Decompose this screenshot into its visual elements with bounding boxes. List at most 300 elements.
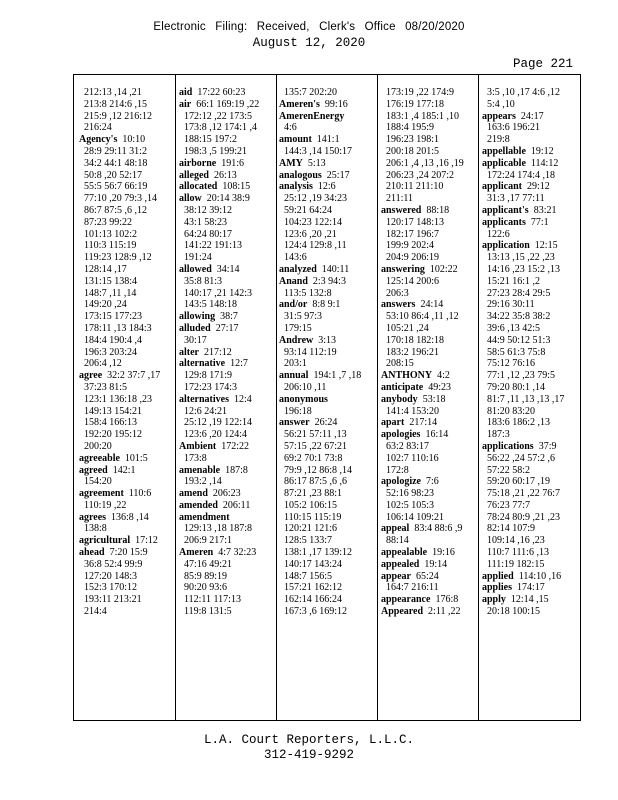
index-references: 26:13: [209, 169, 237, 181]
index-references: 141:4 153:20: [381, 405, 440, 417]
index-references: 172:23 174:3: [179, 381, 238, 393]
index-references: 38:12 39:12: [179, 204, 233, 216]
index-line: [482, 441, 564, 453]
index-references: 192:20 195:12: [79, 429, 143, 441]
index-references: 77:1 ,12 ,23 79:5: [482, 370, 556, 382]
index-references: 216:24: [79, 122, 112, 134]
index-references: 152:3 170:12: [79, 582, 138, 594]
index-references: 154:20: [79, 476, 112, 488]
index-references: 52:16 98:23: [381, 488, 435, 500]
index-line: [482, 582, 564, 594]
index-term: anonymous: [279, 393, 328, 405]
index-references: 122:6: [482, 228, 510, 240]
index-line: [482, 559, 564, 571]
index-references: 81:20 83:20: [482, 405, 536, 417]
index-line: [482, 500, 564, 512]
index-line: [381, 523, 464, 535]
index-references: 69:2 70:1 73:8: [279, 452, 343, 464]
index-references: 206:10 ,11: [279, 381, 327, 393]
index-references: 19:12: [525, 145, 554, 157]
index-references: 200:20: [79, 440, 112, 452]
index-line: [381, 170, 464, 182]
index-line: [79, 559, 160, 571]
index-references: 213:8 214:6 ,15: [79, 98, 148, 110]
index-references: 44:9 50:12 51:3: [482, 334, 551, 346]
index-references: 58:5 61:3 75:8: [482, 346, 546, 358]
index-term: answering: [381, 263, 425, 275]
index-term: alter: [179, 346, 199, 358]
index-line: [482, 193, 564, 205]
index-line: [482, 606, 564, 618]
index-line: [381, 111, 464, 123]
index-references: 120:17 148:13: [381, 216, 445, 228]
index-references: 142:1: [107, 464, 136, 476]
index-references: 138:1 ,17 139:12: [279, 547, 353, 559]
filing-stamp: Electronic Filing: Received, Clerk's Office 08/20/2020: [153, 21, 465, 33]
index-references: 148:7 156:5: [279, 570, 333, 582]
index-line: [79, 158, 160, 170]
index-term: Andrew: [279, 334, 314, 346]
index-line: [482, 382, 564, 394]
index-references: 99:16: [319, 98, 348, 110]
index-line: [381, 264, 464, 276]
index-term: alluded: [179, 322, 211, 334]
index-line: [79, 240, 160, 252]
index-line: [381, 571, 464, 583]
index-references: 183:6 186:2 ,13: [482, 417, 551, 429]
index-line: [381, 476, 464, 488]
index-line: [381, 229, 464, 241]
index-line: [381, 181, 464, 193]
index-term: appellable: [482, 145, 526, 157]
index-references: 178:11 ,13 184:3: [79, 322, 152, 334]
index-references: 124:4 129:8 ,11: [279, 240, 347, 252]
index-term: answer: [279, 417, 310, 429]
index-references: 131:15 138:4: [79, 275, 138, 287]
index-line: [79, 523, 160, 535]
index-line: [279, 358, 361, 370]
index-references: 144:3 ,14 150:17: [279, 145, 353, 157]
index-references: 87:23 99:22: [79, 216, 133, 228]
index-line: [482, 488, 564, 500]
index-references: 12:14 ,15: [505, 594, 549, 606]
index-references: 112:11 117:13: [179, 594, 241, 606]
index-line: [79, 571, 160, 583]
index-line: [482, 547, 564, 559]
index-references: 13:13 ,15 ,22 ,23: [482, 252, 555, 264]
index-term: analysis: [279, 181, 313, 193]
index-references: 27:17: [210, 322, 239, 334]
index-term: application: [482, 240, 530, 252]
index-line: [79, 488, 160, 500]
word-index-box: [73, 74, 581, 721]
index-references: 19:16: [427, 547, 455, 559]
index-column-4: [381, 87, 464, 618]
index-references: 206:1 ,4 ,13 ,16 ,19: [381, 157, 464, 169]
index-references: 7:20 15:9: [104, 547, 148, 559]
index-line: [279, 382, 361, 394]
index-line: [482, 347, 564, 359]
index-references: 170:18 182:18: [381, 334, 445, 346]
index-line: [179, 134, 259, 146]
index-references: 34:22 35:8 38:2: [482, 311, 551, 323]
index-references: 77:10 ,20 79:3 ,14: [79, 193, 158, 205]
index-line: [279, 535, 361, 547]
index-line: [381, 276, 464, 288]
index-term: appeal: [381, 523, 410, 535]
index-references: 26:24: [309, 417, 338, 429]
index-references: 157:21 162:12: [279, 582, 343, 594]
index-line: [79, 323, 160, 335]
index-references: 79:9 ,12 86:8 ,14: [279, 464, 353, 476]
index-line: [179, 594, 259, 606]
index-line: [279, 240, 361, 252]
index-references: 24:17: [515, 110, 544, 122]
index-line: [482, 323, 564, 335]
index-line: [179, 158, 259, 170]
index-line: [279, 429, 361, 441]
index-line: [482, 335, 564, 347]
index-references: 12:7: [225, 358, 248, 370]
index-term: analogous: [279, 169, 322, 181]
index-line: [279, 594, 361, 606]
index-line: [482, 311, 564, 323]
index-term: amenable: [179, 464, 221, 476]
index-line: [279, 87, 361, 99]
index-term: amount: [279, 134, 312, 146]
index-line: [179, 559, 259, 571]
index-line: [381, 347, 464, 359]
index-references: 172:12 ,22 173:5: [179, 110, 253, 122]
index-term: Ameren's: [279, 98, 320, 110]
index-references: 102:22: [424, 263, 458, 275]
index-line: [79, 594, 160, 606]
index-line: [179, 465, 259, 477]
index-line: [79, 547, 160, 559]
index-references: 86:7 87:5 ,6 ,12: [79, 204, 148, 216]
index-references: 12:15: [529, 240, 558, 252]
index-references: 212:13 ,14 ,21: [79, 87, 142, 98]
index-references: 210:11 211:10: [381, 181, 444, 193]
index-line: [79, 311, 160, 323]
index-references: 37:9: [533, 440, 557, 452]
index-references: 206:4 ,12: [79, 358, 122, 370]
index-references: 29:16 30:11: [482, 299, 535, 311]
index-references: 217:12: [199, 346, 232, 358]
index-references: 20:18 100:15: [482, 606, 541, 618]
index-line: [179, 335, 259, 347]
index-term: and/or: [279, 299, 308, 311]
index-line: [79, 606, 160, 618]
index-references: 35:8 81:3: [179, 275, 223, 287]
index-references: 38:7: [215, 311, 238, 323]
index-references: 172:24 174:4 ,18: [482, 169, 556, 181]
index-references: 211:11: [381, 193, 414, 205]
index-line: [179, 229, 259, 241]
index-references: 113:5 132:8: [279, 287, 332, 299]
index-references: 173:8 ,12 174:1 ,4: [179, 122, 258, 134]
index-line: [381, 146, 464, 158]
index-references: 193:2 ,14: [179, 476, 222, 488]
index-references: 12:6 24:21: [179, 405, 228, 417]
index-line: [279, 394, 361, 406]
index-references: 109:14 ,16 ,23: [482, 535, 545, 547]
index-references: 19:14: [419, 558, 448, 570]
index-references: 106:14 109:21: [381, 511, 445, 523]
index-line: [279, 122, 361, 134]
index-term: applicable: [482, 157, 526, 169]
column-divider: [175, 75, 176, 720]
index-line: [279, 523, 361, 535]
index-references: 183:2 196:21: [381, 346, 440, 358]
index-references: 17:12: [130, 535, 158, 547]
index-line: [381, 99, 464, 111]
index-term: apologies: [381, 429, 421, 441]
index-references: 101:13 102:2: [79, 228, 138, 240]
index-line: [179, 170, 259, 182]
index-line: [179, 122, 259, 134]
index-line: [179, 288, 259, 300]
index-line: [179, 571, 259, 583]
index-references: 2:11 ,22: [423, 606, 461, 618]
index-references: 4:2: [432, 370, 450, 382]
index-line: [482, 134, 564, 146]
index-references: 12:6: [312, 181, 336, 193]
index-term: applied: [482, 570, 514, 582]
index-references: 85:9 89:19: [179, 570, 228, 582]
index-references: 120:21 121:6: [279, 523, 338, 535]
index-references: 196:18: [279, 405, 312, 417]
index-line: [79, 394, 160, 406]
index-references: 65:24: [411, 570, 439, 582]
index-line: [179, 500, 259, 512]
index-references: 5:4 ,10: [482, 98, 515, 110]
index-line: [79, 370, 160, 382]
index-references: 196:23 198:1: [381, 134, 440, 146]
index-line: [179, 240, 259, 252]
index-references: 47:16 49:21: [179, 558, 233, 570]
index-references: 56:21 57:11 ,13: [279, 429, 347, 441]
index-line: [381, 429, 464, 441]
index-line: [79, 252, 160, 264]
index-line: [79, 276, 160, 288]
index-references: 128:14 ,17: [79, 263, 127, 275]
index-line: [179, 323, 259, 335]
index-references: 90:20 93:6: [179, 582, 228, 594]
index-line: [179, 382, 259, 394]
index-line: [279, 559, 361, 571]
index-line: [179, 429, 259, 441]
index-line: [482, 205, 564, 217]
index-line: [79, 429, 160, 441]
index-references: 88:14: [381, 535, 409, 547]
index-line: [482, 299, 564, 311]
index-references: 129:8 171:9: [179, 370, 233, 382]
index-line: [179, 299, 259, 311]
index-references: 203:1: [279, 358, 307, 370]
index-line: [79, 193, 160, 205]
index-references: 25:17: [321, 169, 350, 181]
index-references: 125:14 200:6: [381, 275, 440, 287]
index-references: 173:8: [179, 452, 207, 464]
index-line: [279, 323, 361, 335]
index-references: 57:22 58:2: [482, 464, 531, 476]
index-term: Anand: [279, 275, 308, 287]
index-term: appealed: [381, 558, 420, 570]
index-references: 214:4: [79, 606, 107, 618]
index-references: 34:2 44:1 48:18: [79, 157, 148, 169]
index-references: 14:16 ,23 15:2 ,13: [482, 263, 561, 275]
index-line: [381, 370, 464, 382]
index-references: 196:3 203:24: [79, 346, 138, 358]
index-references: 173:19 ,22 174:9: [381, 87, 455, 98]
index-line: [179, 193, 259, 205]
index-term: appealable: [381, 547, 428, 559]
index-references: 4:7 32:23: [213, 547, 257, 559]
index-references: 102:5 105:3: [381, 499, 435, 511]
index-references: 123:1 136:18 ,23: [79, 393, 153, 405]
index-term: Agency's: [79, 134, 118, 146]
index-references: 206:23 ,24 207:2: [381, 169, 455, 181]
index-line: [279, 582, 361, 594]
index-term: Ambient: [179, 440, 217, 452]
index-line: [381, 453, 464, 465]
index-line: [381, 394, 464, 406]
index-line: [381, 535, 464, 547]
index-line: [279, 111, 361, 123]
index-references: 187:8: [220, 464, 248, 476]
index-references: 162:14 166:24: [279, 594, 343, 606]
index-references: 3:13: [313, 334, 337, 346]
index-references: 172:22: [216, 440, 250, 452]
index-line: [179, 252, 259, 264]
index-line: [279, 146, 361, 158]
index-line: [179, 394, 259, 406]
index-references: 191:6: [216, 157, 244, 169]
index-line: [279, 193, 361, 205]
index-references: 105:2 106:15: [279, 499, 338, 511]
index-line: [79, 288, 160, 300]
index-term: air: [179, 98, 192, 110]
index-line: [381, 594, 464, 606]
index-references: 43:1 58:23: [179, 216, 228, 228]
index-references: 149:20 ,24: [79, 299, 127, 311]
index-references: 25:12 ,19 122:14: [179, 417, 253, 429]
index-references: 208:15: [381, 358, 414, 370]
index-term: allow: [179, 193, 202, 205]
index-term: annual: [279, 370, 309, 382]
index-references: 158:4 166:13: [79, 417, 138, 429]
index-line: [179, 205, 259, 217]
index-line: [279, 347, 361, 359]
index-line: [482, 122, 564, 134]
index-line: [279, 571, 361, 583]
index-line: [381, 217, 464, 229]
index-term: agreement: [79, 488, 124, 500]
index-references: 17:22 60:23: [192, 87, 246, 98]
index-line: [79, 299, 160, 311]
index-references: 78:24 80:9 ,21 ,23: [482, 511, 561, 523]
index-line: [79, 500, 160, 512]
index-line: [79, 87, 160, 99]
index-line: [179, 606, 259, 618]
index-line: [381, 488, 464, 500]
index-line: [179, 311, 259, 323]
index-line: [79, 99, 160, 111]
index-references: 110:15 115:19: [279, 511, 342, 523]
index-references: 102:7 110:16: [381, 452, 439, 464]
index-line: [279, 264, 361, 276]
index-line: [482, 240, 564, 252]
index-references: 4:6: [279, 122, 297, 134]
index-term: AMY: [279, 157, 303, 169]
index-references: 206:11: [217, 499, 251, 511]
index-references: 88:18: [421, 204, 450, 216]
index-references: 191:24: [179, 252, 212, 264]
index-line: [381, 134, 464, 146]
index-references: 206:9 217:1: [179, 535, 233, 547]
index-references: 39:6 ,13 42:5: [482, 322, 541, 334]
index-references: 174:17: [512, 582, 545, 594]
index-line: [179, 441, 259, 453]
index-references: 5:13: [302, 157, 326, 169]
index-line: [179, 264, 259, 276]
index-line: [279, 335, 361, 347]
index-references: 219:8: [482, 134, 510, 146]
index-references: 143:5 148:18: [179, 299, 238, 311]
index-line: [79, 406, 160, 418]
index-line: [79, 170, 160, 182]
index-line: [381, 252, 464, 264]
index-references: 77:1: [525, 216, 549, 228]
index-line: [381, 323, 464, 335]
index-references: 172:8: [381, 464, 409, 476]
index-references: 217:14: [404, 417, 438, 429]
index-line: [79, 453, 160, 465]
index-references: 31:5 97:3: [279, 311, 323, 323]
index-line: [79, 582, 160, 594]
index-line: [79, 535, 160, 547]
index-references: 188:15 197:2: [179, 134, 238, 146]
index-line: [279, 512, 361, 524]
index-term: Appeared: [381, 606, 424, 618]
index-references: 123:6 ,20 ,21: [279, 228, 337, 240]
index-line: [482, 512, 564, 524]
index-term: alleged: [179, 169, 209, 181]
index-line: [179, 535, 259, 547]
index-references: 199:9 202:4: [381, 240, 435, 252]
index-references: 34:14: [211, 263, 240, 275]
index-line: [482, 571, 564, 583]
index-references: 53:18: [417, 393, 446, 405]
index-references: 141:22 191:13: [179, 240, 243, 252]
index-term: agrees: [79, 511, 107, 523]
index-references: 173:15 177:23: [79, 311, 143, 323]
index-references: 2:3 94:3: [307, 275, 346, 287]
index-term: appear: [381, 570, 411, 582]
index-references: 36:8 52:4 99:9: [79, 558, 143, 570]
index-line: [482, 288, 564, 300]
index-term: apart: [381, 417, 405, 429]
index-references: 198:3 ,5 199:21: [179, 145, 248, 157]
index-references: 111:19 182:15: [482, 558, 545, 570]
index-references: 16:14: [420, 429, 449, 441]
index-references: 31:3 ,17 77:11: [482, 193, 545, 205]
index-line: [381, 606, 464, 618]
index-line: [179, 99, 259, 111]
index-line: [79, 465, 160, 477]
index-references: 55:5 56:7 66:19: [79, 181, 148, 193]
